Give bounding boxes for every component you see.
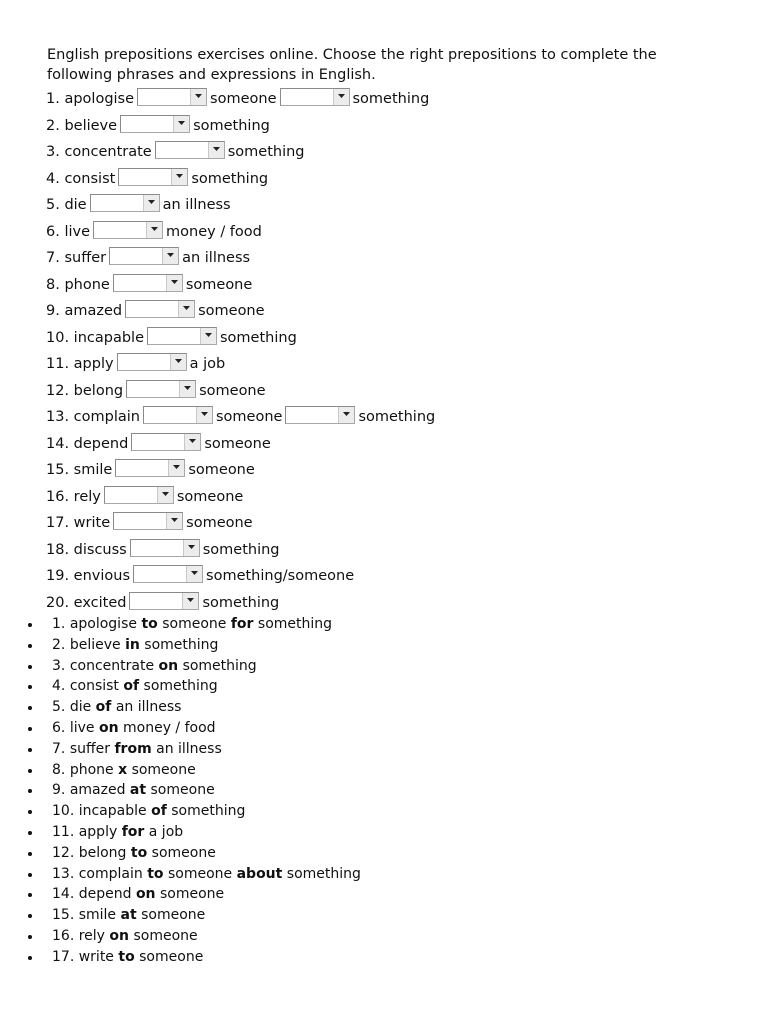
chevron-down-icon[interactable] (190, 89, 206, 105)
preposition-select[interactable] (118, 168, 188, 186)
bullet-icon (28, 956, 32, 960)
exercise-number: 3. (46, 144, 60, 161)
answer-preposition: of (151, 803, 167, 820)
exercise-object: something (202, 594, 280, 611)
answer-item (0, 760, 768, 781)
exercise-number: 9. (46, 303, 60, 320)
answer-number: 10. (52, 803, 75, 820)
bullet-icon (28, 748, 32, 752)
answer-word: write (78, 948, 114, 965)
instructions-line-1: English prepositions exercises online. Choose the right prepositions to complete the (47, 47, 657, 63)
chevron-down-icon[interactable] (179, 381, 195, 397)
exercise-row (46, 272, 726, 299)
answer-number: 9. (52, 782, 66, 799)
exercise-object: someone (199, 382, 266, 399)
answer-object: something (144, 636, 219, 653)
exercise-word: smile (73, 462, 113, 479)
bullet-icon (28, 727, 32, 731)
answer-word: belong (78, 844, 127, 861)
exercise-object: something (191, 170, 269, 187)
exercise-word: discuss (73, 541, 127, 558)
exercise-object: money / food (166, 223, 262, 240)
exercise-object: an illness (162, 197, 231, 214)
exercise-row (46, 537, 726, 564)
answer-preposition: on (135, 886, 156, 903)
chevron-down-icon[interactable] (171, 169, 187, 185)
exercise-object: something (358, 409, 436, 426)
answer-number: 8. (52, 761, 66, 778)
exercise-word: amazed (64, 303, 123, 320)
exercise-word: believe (64, 117, 118, 134)
preposition-select[interactable] (285, 406, 355, 424)
preposition-select[interactable] (90, 194, 160, 212)
answer-number: 5. (52, 699, 66, 716)
bullet-icon (28, 831, 32, 835)
bullet-icon (28, 873, 32, 877)
exercise-object: someone (188, 462, 255, 479)
answer-item (0, 822, 768, 843)
preposition-select[interactable] (126, 380, 196, 398)
answer-object: money / food (123, 719, 216, 736)
answer-word: incapable (78, 803, 147, 820)
chevron-down-icon[interactable] (186, 566, 202, 582)
preposition-select[interactable] (143, 406, 213, 424)
exercise-word: incapable (73, 329, 144, 346)
preposition-select[interactable] (155, 141, 225, 159)
exercise-number: 5. (46, 197, 60, 214)
exercise-object: something (352, 91, 430, 108)
preposition-select[interactable] (125, 300, 195, 318)
exercise-word: live (64, 223, 91, 240)
chevron-down-icon[interactable] (338, 407, 354, 423)
bullet-icon (28, 935, 32, 939)
answer-word: phone (69, 761, 114, 778)
answer-preposition: to (130, 844, 148, 861)
exercise-row (46, 325, 726, 352)
answer-object: an illness (156, 740, 222, 757)
answer-preposition: about (236, 865, 283, 882)
exercise-number: 17. (46, 515, 70, 532)
answer-word: depend (78, 886, 132, 903)
exercise-row (46, 245, 726, 272)
answer-object: someone (150, 782, 215, 799)
answer-word: amazed (69, 782, 126, 799)
exercise-word: phone (64, 276, 110, 293)
preposition-select[interactable] (120, 115, 190, 133)
answer-object: someone (131, 761, 196, 778)
answer-word: rely (78, 927, 105, 944)
exercise-word: rely (73, 488, 101, 505)
answer-preposition: on (158, 657, 179, 674)
chevron-down-icon[interactable] (200, 328, 216, 344)
answer-number: 4. (52, 678, 66, 695)
exercise-row (46, 590, 726, 617)
chevron-down-icon[interactable] (178, 301, 194, 317)
exercise-number: 2. (46, 117, 60, 134)
answer-number: 6. (52, 719, 66, 736)
chevron-down-icon[interactable] (182, 593, 198, 609)
exercise-row (46, 192, 726, 219)
answer-number: 17. (52, 948, 75, 965)
exercise-object: something/someone (206, 568, 355, 585)
exercise-list (46, 86, 726, 616)
answer-number: 16. (52, 927, 75, 944)
answer-word: die (69, 699, 92, 716)
answer-item (0, 614, 768, 635)
chevron-down-icon[interactable] (166, 513, 182, 529)
preposition-select[interactable] (113, 274, 183, 292)
preposition-select[interactable] (113, 512, 183, 530)
exercise-number: 6. (46, 223, 60, 240)
exercise-word: envious (73, 568, 131, 585)
answer-preposition: from (114, 740, 152, 757)
exercise-object: someone (198, 303, 265, 320)
answer-object: someone (139, 948, 204, 965)
exercise-object: someone (204, 435, 271, 452)
answer-item (0, 801, 768, 822)
exercise-word: apologise (64, 91, 135, 108)
answer-word: live (69, 719, 95, 736)
answer-object: someone (133, 927, 198, 944)
chevron-down-icon[interactable] (208, 142, 224, 158)
exercise-number: 1. (46, 91, 60, 108)
instructions-line-2: following phrases and expressions in English. (47, 67, 376, 83)
answer-item (0, 656, 768, 677)
answer-object: someone (141, 907, 206, 924)
answer-key-list (0, 614, 768, 968)
preposition-select[interactable] (130, 539, 200, 557)
answer-word: suffer (69, 740, 110, 757)
exercise-number: 19. (46, 568, 70, 585)
answer-item (0, 697, 768, 718)
chevron-down-icon[interactable] (183, 540, 199, 556)
bullet-icon (28, 623, 32, 627)
exercise-row (46, 484, 726, 511)
exercise-object: something (202, 541, 280, 558)
exercise-object: someone (210, 91, 277, 108)
chevron-down-icon[interactable] (168, 460, 184, 476)
answer-number: 1. (52, 616, 66, 632)
preposition-select[interactable] (117, 353, 187, 371)
instructions (47, 45, 727, 85)
exercise-number: 12. (46, 382, 70, 399)
answer-object: something (286, 865, 361, 882)
answer-item (0, 947, 768, 968)
exercise-number: 16. (46, 488, 70, 505)
exercise-row (46, 113, 726, 140)
exercise-object: a job (189, 356, 226, 373)
answer-number: 12. (52, 844, 75, 861)
preposition-select[interactable] (109, 247, 179, 265)
bullet-icon (28, 789, 32, 793)
preposition-select[interactable] (93, 221, 163, 239)
chevron-down-icon[interactable] (173, 116, 189, 132)
bullet-icon (28, 914, 32, 918)
answer-word: apologise (69, 616, 137, 632)
exercise-number: 15. (46, 462, 70, 479)
answer-word: consist (69, 678, 119, 695)
exercise-word: complain (73, 409, 140, 426)
exercise-word: belong (73, 382, 124, 399)
answer-object: someone (151, 844, 216, 861)
answer-number: 11. (52, 823, 75, 840)
exercise-row (46, 378, 726, 405)
exercise-object: an illness (182, 250, 251, 267)
preposition-select[interactable] (129, 592, 199, 610)
answer-object: something (171, 803, 246, 820)
exercise-row (46, 351, 726, 378)
exercise-row (46, 166, 726, 193)
answer-item (0, 676, 768, 697)
bullet-icon (28, 685, 32, 689)
exercise-number: 10. (46, 329, 70, 346)
answer-item (0, 884, 768, 905)
chevron-down-icon[interactable] (184, 434, 200, 450)
chevron-down-icon[interactable] (170, 354, 186, 370)
exercise-number: 11. (46, 356, 70, 373)
exercise-object: someone (176, 488, 244, 505)
answer-preposition: on (98, 719, 119, 736)
exercise-object: someone (186, 515, 253, 532)
answer-preposition: for (230, 616, 254, 632)
chevron-down-icon[interactable] (146, 222, 162, 238)
answer-preposition: for (121, 823, 145, 840)
exercise-word: depend (73, 435, 129, 452)
preposition-select[interactable] (147, 327, 217, 345)
answer-preposition: to (141, 616, 158, 632)
exercise-word: excited (73, 594, 127, 611)
answer-object: someone (159, 886, 225, 903)
answer-preposition: of (95, 699, 112, 716)
answer-item (0, 780, 768, 801)
answer-object: something (143, 678, 218, 695)
answer-number: 15. (52, 907, 75, 924)
exercise-row (46, 457, 726, 484)
exercise-word: consist (64, 170, 116, 187)
exercise-number: 4. (46, 170, 60, 187)
preposition-select[interactable] (131, 433, 201, 451)
answer-preposition: at (129, 782, 147, 799)
answer-object: someone (162, 616, 227, 632)
answer-number: 14. (52, 886, 75, 903)
answer-preposition: to (118, 948, 135, 965)
exercise-word: suffer (64, 250, 107, 267)
answer-object: a job (148, 823, 184, 840)
exercise-number: 14. (46, 435, 70, 452)
bullet-icon (28, 644, 32, 648)
answer-object: something (257, 616, 333, 632)
answer-preposition: to (147, 865, 164, 882)
exercise-number: 18. (46, 541, 70, 558)
answer-preposition: on (109, 927, 130, 944)
answer-preposition: in (125, 636, 140, 653)
bullet-icon (28, 706, 32, 710)
bullet-icon (28, 852, 32, 856)
preposition-select[interactable] (133, 565, 203, 583)
exercise-object: something (193, 117, 270, 134)
bullet-icon (28, 893, 32, 897)
answer-item (0, 843, 768, 864)
chevron-down-icon[interactable] (157, 487, 173, 503)
exercise-word: die (64, 197, 87, 214)
preposition-select[interactable] (115, 459, 185, 477)
exercise-object: someone (215, 409, 283, 426)
answer-preposition: x (118, 761, 128, 778)
answer-item (0, 635, 768, 656)
answer-item (0, 739, 768, 760)
exercise-number: 13. (46, 409, 70, 426)
answer-item (0, 905, 768, 926)
exercise-row (46, 563, 726, 590)
answer-item (0, 926, 768, 947)
answer-preposition: of (123, 678, 140, 695)
answer-word: concentrate (69, 657, 155, 674)
bullet-icon (28, 769, 32, 773)
exercise-row (46, 510, 726, 537)
preposition-select[interactable] (104, 486, 174, 504)
preposition-select[interactable] (137, 88, 207, 106)
answer-number: 2. (52, 636, 66, 653)
chevron-down-icon[interactable] (162, 248, 178, 264)
answer-object: someone (167, 865, 233, 882)
answer-word: apply (78, 823, 118, 840)
answer-number: 7. (52, 740, 66, 757)
bullet-icon (28, 665, 32, 669)
exercise-object: something (227, 144, 305, 161)
chevron-down-icon[interactable] (333, 89, 349, 105)
exercise-row (46, 139, 726, 166)
chevron-down-icon[interactable] (166, 275, 182, 291)
exercise-object: someone (185, 276, 253, 293)
exercise-object: something (220, 329, 297, 346)
exercise-word: apply (73, 356, 114, 373)
answer-item (0, 718, 768, 739)
answer-preposition: at (120, 907, 137, 924)
answer-item (0, 864, 768, 885)
exercise-row (46, 86, 726, 113)
exercise-row (46, 219, 726, 246)
exercise-row (46, 404, 726, 431)
exercise-word: concentrate (64, 144, 152, 161)
answer-object: something (182, 657, 257, 674)
chevron-down-icon[interactable] (196, 407, 212, 423)
exercise-number: 7. (46, 250, 60, 267)
exercise-number: 20. (46, 594, 70, 611)
preposition-select[interactable] (280, 88, 350, 106)
exercise-row (46, 431, 726, 458)
answer-word: believe (69, 636, 121, 653)
answer-number: 13. (52, 865, 75, 882)
bullet-icon (28, 810, 32, 814)
answer-word: smile (78, 907, 117, 924)
chevron-down-icon[interactable] (143, 195, 159, 211)
answer-object: an illness (115, 699, 182, 716)
answer-number: 3. (52, 657, 66, 674)
answer-word: complain (78, 865, 143, 882)
exercise-row (46, 298, 726, 325)
exercise-number: 8. (46, 276, 60, 293)
exercise-word: write (73, 515, 111, 532)
